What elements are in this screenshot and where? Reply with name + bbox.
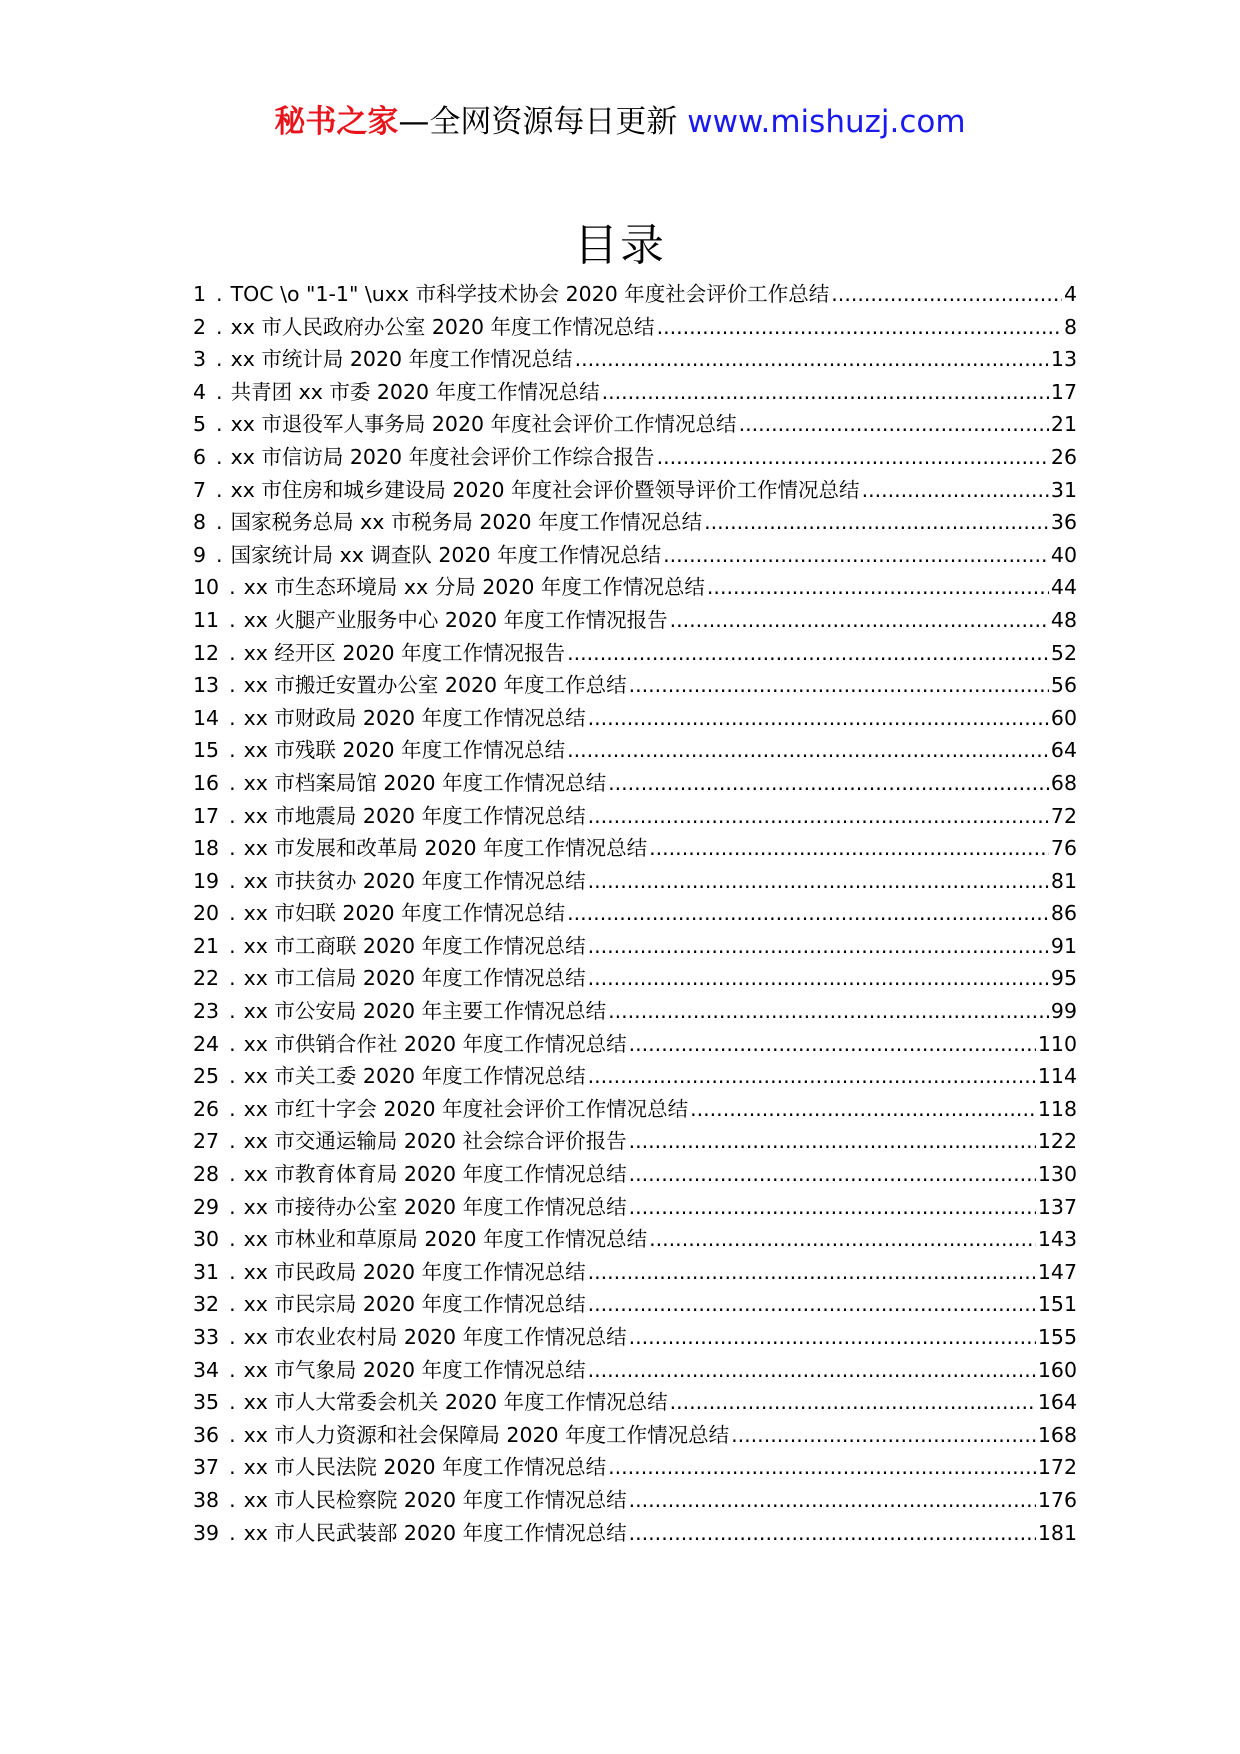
toc-entry-number: 19: [193, 868, 220, 893]
toc-entry-page-number: 137: [1037, 1194, 1077, 1219]
toc-entry-page-number: 64: [1050, 738, 1077, 763]
toc-entry-number: 30: [193, 1227, 220, 1252]
toc-entry-title: xx 市地震局 2020 年度工作情况总结: [243, 803, 586, 828]
toc-entry-separator: .: [229, 1031, 236, 1056]
toc-entry-page-number: 91: [1050, 933, 1077, 958]
toc-entry[interactable]: [193, 571, 1077, 604]
toc-entry[interactable]: [193, 800, 1077, 833]
toc-entry-page-number: 13: [1050, 347, 1077, 372]
toc-entry-title: TOC \o "1-1" \uxx 市科学技术协会 2020 年度社会评价工作总结: [230, 282, 830, 306]
toc-dot-leader: [588, 702, 1049, 735]
toc-entry-separator: .: [229, 607, 236, 632]
toc-entry-separator: .: [216, 379, 223, 404]
toc-entry[interactable]: [193, 702, 1077, 735]
toc-entry-separator: .: [216, 510, 223, 535]
toc-entry-number: 16: [193, 770, 220, 795]
toc-entry-number: 34: [193, 1357, 220, 1382]
toc-dot-leader: [862, 474, 1049, 507]
toc-entry-separator: .: [229, 1194, 236, 1219]
toc-entry-separator: .: [229, 836, 236, 861]
toc-dot-leader: [608, 1451, 1036, 1484]
toc-entry-separator: .: [229, 1096, 236, 1121]
toc-entry-page-number: 155: [1037, 1325, 1077, 1349]
site-url-link[interactable]: www.mishuzj.com: [687, 104, 966, 140]
toc-entry-number: 2: [193, 314, 207, 339]
toc-entry[interactable]: [193, 311, 1077, 344]
toc-entry-title: xx 市人民武装部 2020 年度工作情况总结: [243, 1520, 627, 1545]
toc-entry[interactable]: [193, 539, 1077, 572]
toc-entry[interactable]: [193, 767, 1077, 800]
toc-entry[interactable]: [193, 930, 1077, 963]
toc-entry-separator: .: [229, 640, 236, 665]
toc-dot-leader: [629, 1321, 1036, 1354]
toc-entry[interactable]: [193, 669, 1077, 702]
toc-entry[interactable]: [193, 1484, 1077, 1517]
toc-entry[interactable]: [193, 278, 1077, 311]
toc-entry-title: xx 市扶贫办 2020 年度工作情况总结: [243, 868, 586, 893]
toc-entry-title: xx 市民政局 2020 年度工作情况总结: [243, 1259, 586, 1284]
toc-entry[interactable]: [193, 897, 1077, 930]
toc-entry-title: xx 市教育体育局 2020 年度工作情况总结: [243, 1162, 627, 1187]
toc-entry-number: 8: [193, 510, 207, 535]
toc-entry-title: xx 市气象局 2020 年度工作情况总结: [243, 1357, 586, 1382]
toc-dot-leader: [588, 1256, 1036, 1289]
toc-entry[interactable]: [193, 1451, 1077, 1484]
toc-entry-separator: .: [229, 1422, 236, 1447]
toc-entry-title: xx 市信访局 2020 年度社会评价工作综合报告: [230, 444, 655, 469]
toc-entry[interactable]: [193, 376, 1077, 409]
toc-entry-separator: .: [216, 477, 223, 502]
toc-entry-separator: .: [229, 966, 236, 991]
toc-entry-page-number: 44: [1050, 575, 1077, 600]
toc-entry-page-number: 21: [1050, 412, 1077, 437]
toc-entry-page-number: 81: [1050, 868, 1077, 893]
toc-dot-leader: [567, 734, 1049, 767]
toc-entry-number: 17: [193, 803, 220, 828]
toc-dot-leader: [649, 1223, 1036, 1256]
toc-dot-leader: [567, 637, 1049, 670]
toc-entry-number: 39: [193, 1520, 220, 1545]
toc-entry-title: xx 市林业和草原局 2020 年度工作情况总结: [243, 1227, 648, 1252]
toc-entry-title: xx 市工商联 2020 年度工作情况总结: [243, 933, 586, 958]
brand-name: 秘书之家: [274, 104, 399, 140]
toc-entry[interactable]: [193, 1321, 1077, 1354]
toc-entry-number: 15: [193, 738, 220, 763]
toc-entry[interactable]: [193, 865, 1077, 898]
toc-entry-page-number: 99: [1050, 999, 1077, 1024]
toc-entry-number: 33: [193, 1325, 220, 1349]
toc-entry-separator: .: [229, 673, 236, 698]
toc-entry-number: 10: [193, 575, 220, 600]
toc-entry-separator: .: [229, 1129, 236, 1154]
toc-dot-leader: [657, 311, 1062, 344]
toc-entry[interactable]: [193, 1028, 1077, 1061]
toc-entry-title: xx 市住房和城乡建设局 2020 年度社会评价暨领导评价工作情况总结: [230, 477, 860, 502]
toc-entry-page-number: 160: [1037, 1357, 1077, 1382]
toc-dot-leader: [588, 1354, 1036, 1387]
toc-entry[interactable]: [193, 1386, 1077, 1419]
toc-entry-page-number: 122: [1037, 1129, 1077, 1154]
toc-entry-number: 14: [193, 705, 220, 730]
toc-entry-page-number: 72: [1050, 803, 1077, 828]
toc-entry-title: 国家税务总局 xx 市税务局 2020 年度工作情况总结: [230, 510, 703, 535]
toc-entry-title: xx 市民宗局 2020 年度工作情况总结: [243, 1292, 586, 1317]
toc-entry-title: xx 市工信局 2020 年度工作情况总结: [243, 966, 586, 991]
toc-dot-leader: [731, 1419, 1036, 1452]
toc-entry[interactable]: [193, 1419, 1077, 1452]
toc-entry[interactable]: [193, 1158, 1077, 1191]
toc-entry-number: 4: [193, 379, 207, 404]
toc-entry-number: 1: [193, 282, 207, 306]
toc-entry[interactable]: [193, 1288, 1077, 1321]
toc-entry-separator: .: [229, 1487, 236, 1512]
toc-entry-number: 6: [193, 444, 207, 469]
toc-entry-page-number: 168: [1037, 1422, 1077, 1447]
toc-entry-page-number: 118: [1037, 1096, 1077, 1121]
toc-entry-number: 36: [193, 1422, 220, 1447]
toc-entry-page-number: 52: [1050, 640, 1077, 665]
header-slogan: —全网资源每日更新: [398, 104, 688, 140]
toc-dot-leader: [831, 278, 1062, 311]
toc-dot-leader: [588, 1288, 1036, 1321]
site-header: [0, 100, 1240, 144]
toc-entry-title: xx 市红十字会 2020 年度社会评价工作情况总结: [243, 1096, 689, 1121]
toc-entry-page-number: 60: [1050, 705, 1077, 730]
toc-dot-leader: [629, 669, 1049, 702]
toc-entry-separator: .: [216, 542, 223, 567]
toc-entry-page-number: 26: [1050, 444, 1077, 469]
toc-entry-page-number: 130: [1037, 1162, 1077, 1187]
toc-entry-page-number: 36: [1050, 510, 1077, 535]
toc-dot-leader: [588, 800, 1049, 833]
toc-entry[interactable]: [193, 734, 1077, 767]
table-of-contents: [193, 278, 1077, 1549]
toc-entry-page-number: 95: [1050, 966, 1077, 991]
toc-dot-leader: [629, 1484, 1036, 1517]
toc-entry-separator: .: [229, 575, 236, 600]
toc-entry-page-number: 176: [1037, 1487, 1077, 1512]
toc-entry-separator: .: [229, 1259, 236, 1284]
toc-entry-title: xx 市妇联 2020 年度工作情况总结: [243, 901, 566, 926]
toc-entry-separator: .: [229, 1292, 236, 1317]
toc-entry-page-number: 68: [1050, 770, 1077, 795]
toc-dot-leader: [588, 1060, 1036, 1093]
toc-entry-number: 24: [193, 1031, 220, 1056]
toc-entry[interactable]: [193, 832, 1077, 865]
toc-entry-page-number: 172: [1037, 1455, 1077, 1480]
toc-entry-title: xx 市人力资源和社会保障局 2020 年度工作情况总结: [243, 1422, 730, 1447]
toc-entry[interactable]: [193, 474, 1077, 507]
toc-entry-separator: .: [229, 803, 236, 828]
toc-entry-title: xx 市供销合作社 2020 年度工作情况总结: [243, 1031, 627, 1056]
toc-entry-number: 27: [193, 1129, 220, 1154]
toc-entry-page-number: 48: [1050, 607, 1077, 632]
toc-dot-leader: [739, 408, 1049, 441]
toc-dot-leader: [663, 539, 1049, 572]
toc-entry-separator: .: [229, 868, 236, 893]
toc-dot-leader: [588, 865, 1049, 898]
toc-entry-number: 25: [193, 1064, 220, 1089]
toc-entry-title: xx 市人大常委会机关 2020 年度工作情况总结: [243, 1390, 668, 1415]
toc-entry-title: xx 市档案局馆 2020 年度工作情况总结: [243, 770, 607, 795]
toc-dot-leader: [629, 1028, 1036, 1061]
toc-entry-number: 9: [193, 542, 207, 567]
toc-dot-leader: [707, 571, 1049, 604]
toc-entry-number: 5: [193, 412, 207, 437]
toc-entry-page-number: 181: [1037, 1520, 1077, 1545]
toc-entry-number: 38: [193, 1487, 220, 1512]
toc-entry[interactable]: [193, 1125, 1077, 1158]
toc-entry[interactable]: [193, 1093, 1077, 1126]
toc-dot-leader: [690, 1093, 1036, 1126]
toc-dot-leader: [704, 506, 1049, 539]
toc-entry-number: 26: [193, 1096, 220, 1121]
toc-entry[interactable]: [193, 1256, 1077, 1289]
toc-entry[interactable]: [193, 441, 1077, 474]
toc-entry-page-number: 56: [1050, 673, 1077, 698]
toc-entry-separator: .: [229, 705, 236, 730]
toc-entry-separator: .: [229, 1520, 236, 1545]
toc-entry-separator: .: [229, 1227, 236, 1252]
toc-entry-title: xx 市公安局 2020 年主要工作情况总结: [243, 999, 607, 1024]
toc-entry-title: xx 市人民检察院 2020 年度工作情况总结: [243, 1487, 627, 1512]
toc-dot-leader: [670, 604, 1049, 637]
toc-entry-title: 国家统计局 xx 调查队 2020 年度工作情况总结: [230, 542, 662, 567]
toc-entry-title: xx 市财政局 2020 年度工作情况总结: [243, 705, 586, 730]
toc-dot-leader: [602, 376, 1049, 409]
toc-entry-number: 22: [193, 966, 220, 991]
toc-entry-title: xx 火腿产业服务中心 2020 年度工作情况报告: [243, 607, 668, 632]
toc-entry-separator: .: [229, 1390, 236, 1415]
toc-entry-title: xx 市统计局 2020 年度工作情况总结: [230, 347, 573, 372]
toc-entry-page-number: 114: [1037, 1064, 1077, 1089]
toc-title: 目录: [574, 220, 666, 271]
toc-entry-number: 23: [193, 999, 220, 1024]
toc-entry-separator: .: [216, 282, 223, 306]
toc-entry[interactable]: [193, 1191, 1077, 1224]
toc-entry-page-number: 164: [1037, 1390, 1077, 1415]
toc-dot-leader: [670, 1386, 1036, 1419]
toc-entry-title: xx 市发展和改革局 2020 年度工作情况总结: [243, 836, 648, 861]
toc-entry-page-number: 151: [1037, 1292, 1077, 1317]
toc-entry-separator: .: [229, 933, 236, 958]
toc-entry-number: 18: [193, 836, 220, 861]
toc-entry-title: xx 市人民政府办公室 2020 年度工作情况总结: [230, 314, 655, 339]
toc-entry[interactable]: [193, 506, 1077, 539]
toc-entry[interactable]: [193, 962, 1077, 995]
toc-dot-leader: [629, 1517, 1036, 1550]
toc-entry[interactable]: [193, 1223, 1077, 1256]
toc-entry-number: 7: [193, 477, 207, 502]
toc-entry-separator: .: [229, 1325, 236, 1349]
toc-dot-leader: [567, 897, 1049, 930]
toc-dot-leader: [575, 343, 1049, 376]
toc-entry-title: 共青团 xx 市委 2020 年度工作情况总结: [230, 379, 600, 404]
toc-entry-page-number: 8: [1063, 314, 1077, 339]
toc-entry-title: xx 市搬迁安置办公室 2020 年度工作总结: [243, 673, 627, 698]
toc-entry-number: 20: [193, 901, 220, 926]
toc-entry[interactable]: [193, 1060, 1077, 1093]
toc-entry[interactable]: [193, 995, 1077, 1028]
toc-dot-leader: [608, 995, 1049, 1028]
toc-entry-title: xx 市农业农村局 2020 年度工作情况总结: [243, 1325, 627, 1349]
toc-entry-page-number: 31: [1050, 477, 1077, 502]
toc-dot-leader: [649, 832, 1049, 865]
toc-entry[interactable]: [193, 1517, 1077, 1550]
toc-entry-page-number: 86: [1050, 901, 1077, 926]
toc-entry-title: xx 市残联 2020 年度工作情况总结: [243, 738, 566, 763]
toc-entry-page-number: 4: [1063, 282, 1077, 306]
toc-entry-number: 3: [193, 347, 207, 372]
toc-entry-number: 29: [193, 1194, 220, 1219]
toc-entry-number: 37: [193, 1455, 220, 1480]
toc-entry-title: xx 市接待办公室 2020 年度工作情况总结: [243, 1194, 627, 1219]
toc-dot-leader: [657, 441, 1049, 474]
toc-entry-title: xx 市关工委 2020 年度工作情况总结: [243, 1064, 586, 1089]
toc-entry-page-number: 147: [1037, 1259, 1077, 1284]
toc-entry-page-number: 76: [1050, 836, 1077, 861]
toc-entry-number: 12: [193, 640, 220, 665]
toc-entry-number: 32: [193, 1292, 220, 1317]
toc-dot-leader: [588, 962, 1049, 995]
toc-entry-page-number: 17: [1050, 379, 1077, 404]
toc-entry-separator: .: [229, 770, 236, 795]
toc-entry-title: xx 市退役军人事务局 2020 年度社会评价工作情况总结: [230, 412, 737, 437]
toc-entry-title: xx 市交通运输局 2020 社会综合评价报告: [243, 1129, 627, 1154]
toc-entry-number: 13: [193, 673, 220, 698]
toc-dot-leader: [588, 930, 1049, 963]
toc-entry-separator: .: [229, 1064, 236, 1089]
toc-entry[interactable]: [193, 637, 1077, 670]
toc-entry-separator: .: [216, 347, 223, 372]
toc-entry[interactable]: [193, 408, 1077, 441]
toc-entry[interactable]: [193, 1354, 1077, 1387]
toc-dot-leader: [629, 1191, 1036, 1224]
toc-dot-leader: [629, 1158, 1036, 1191]
toc-entry-page-number: 143: [1037, 1227, 1077, 1252]
toc-entry-separator: .: [216, 444, 223, 469]
toc-entry-separator: .: [229, 738, 236, 763]
toc-entry-separator: .: [229, 1455, 236, 1480]
toc-entry-number: 11: [193, 607, 220, 632]
toc-entry-title: xx 市人民法院 2020 年度工作情况总结: [243, 1455, 607, 1480]
toc-dot-leader: [608, 767, 1049, 800]
toc-entry-separator: .: [229, 999, 236, 1024]
toc-entry-page-number: 40: [1050, 542, 1077, 567]
toc-entry-separator: .: [229, 1162, 236, 1187]
toc-entry-number: 28: [193, 1162, 220, 1187]
toc-entry-number: 21: [193, 933, 220, 958]
toc-entry-title: xx 经开区 2020 年度工作情况报告: [243, 640, 566, 665]
toc-entry-title: xx 市生态环境局 xx 分局 2020 年度工作情况总结: [243, 575, 705, 600]
toc-entry-separator: .: [229, 1357, 236, 1382]
toc-entry-separator: .: [216, 412, 223, 437]
toc-entry[interactable]: [193, 343, 1077, 376]
toc-entry-separator: .: [216, 314, 223, 339]
toc-entry-number: 35: [193, 1390, 220, 1415]
toc-entry-page-number: 110: [1037, 1031, 1077, 1056]
toc-entry-number: 31: [193, 1259, 220, 1284]
toc-dot-leader: [629, 1125, 1036, 1158]
toc-entry-separator: .: [229, 901, 236, 926]
toc-entry[interactable]: [193, 604, 1077, 637]
